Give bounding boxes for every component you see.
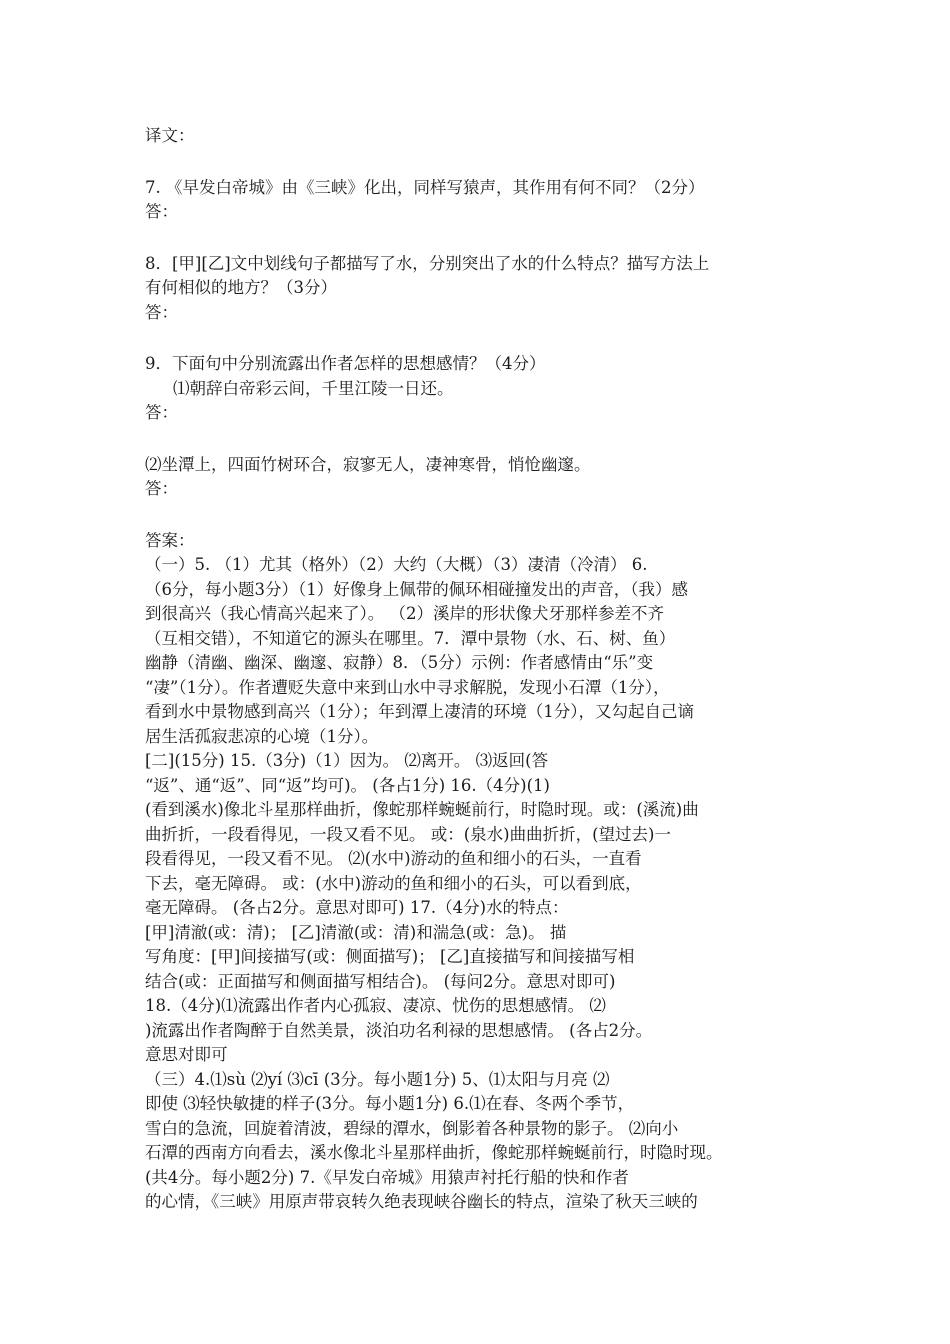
translation-label: 译文： — [145, 126, 195, 145]
answer-line: 看到水中景物感到高兴（1分）；年到潭上凄清的环境（1分），又勾起自己谪 — [145, 702, 694, 721]
answer-line: 18.（4分)⑴流露出作者内心孤寂、凄凉、忧伤的思想感情。 ⑵ — [145, 996, 606, 1015]
answer-line: 雪白的急流，回旋着清波，碧绿的潭水，倒影着各种景物的影子。 ⑵向小 — [145, 1118, 679, 1138]
question-9-answer-label-2: 答： — [145, 479, 178, 498]
answer-line: （一）5. （1）尤其（格外）（2）大约（大概）（3）凄清（冷清） 6. — [145, 555, 648, 574]
answer-line: [甲]清澈(或：清)； [乙]清澈(或：清)和湍急(或：急)。 描 — [145, 922, 567, 942]
answer-line: 结合(或：正面描写和侧面描写相结合)。 (每问2分。意思对即可) — [145, 971, 616, 991]
answer-line: 石潭的西南方向看去，溪水像北斗星那样曲折，像蛇那样蜿蜒前行，时隐时现。 — [145, 1143, 723, 1162]
answer-line: （互相交错），不知道它的源头在哪里。7．潭中景物（水、石、树、鱼） — [145, 628, 676, 648]
question-9-item-1: ⑴朝辞白帝彩云间，千里江陵一日还。 — [173, 378, 454, 398]
answer-line: 居生活孤寂悲凉的心境（1分）。 — [145, 726, 379, 746]
answer-line: 的心情，《三峡》用原声带哀转久绝表现峡谷幽长的特点，渲染了秋天三峡的 — [145, 1192, 698, 1211]
question-7-answer-label: 答： — [145, 202, 178, 221]
answer-line: [二](15分) 15.（3分)（1）因为。 ⑵离开。 ⑶返回(答 — [145, 751, 549, 770]
answer-line: 段看得见，一段又看不见。 ⑵(水中)游动的鱼和细小的石头，一直看 — [145, 849, 642, 868]
question-9-item-2: ⑵坐潭上，四面竹树环合，寂寥无人，凄神寒骨，悄怆幽邃。 — [145, 454, 591, 474]
question-9: 9．下面句中分别流露出作者怎样的思想感情？（4分） — [145, 354, 546, 373]
question-7: 7. 《早发白帝城》由《三峡》化出，同样写猿声，其作用有何不同？（2分） — [145, 177, 705, 197]
answer-line: 即使 ⑶轻快敏捷的样子(3分。每小题1分) 6.⑴在春、冬两个季节， — [145, 1094, 635, 1113]
answers-heading: 答案： — [145, 530, 195, 550]
answer-line: （6分，每小题3分）（1）好像身上佩带的佩环相碰撞发出的声音，（我）感 — [145, 579, 688, 599]
answer-line: “凄”（1分）。作者遭贬失意中来到山水中寻求解脱，发现小石潭（1分）， — [145, 677, 670, 697]
question-8-line-2: 有何相似的地方？（3分） — [145, 278, 337, 297]
answer-line: (共4分。每小题2分) 7.《早发白帝城》用猿声衬托行船的快和作者 — [145, 1167, 629, 1187]
answer-line: )流露出作者陶醉于自然美景，淡泊功名利禄的思想感情。 (各占2分。 — [145, 1020, 653, 1040]
answer-line: (看到溪水)像北斗星那样曲折，像蛇那样蜿蜒前行，时隐时现。或：(溪流)曲 — [145, 800, 699, 819]
answer-line: （三）4.⑴sù ⑵yí ⑶cī (3分。每小题1分) 5、⑴太阳与月亮 ⑵ — [145, 1069, 610, 1089]
answer-line: 写角度：[甲]间接描写(或：侧面描写)； [乙]直接描写和间接描写相 — [145, 947, 635, 966]
answer-line: 意思对即可 — [145, 1045, 228, 1064]
answer-line: 下去，毫无障碍。 或：(水中)游动的鱼和细小的石头，可以看到底， — [145, 873, 642, 893]
answer-line: 幽静（清幽、幽深、幽邃、寂静）8．（5分）示例：作者感情由“乐”变 — [145, 653, 654, 672]
question-8-line-1: 8．[甲][乙]文中划线句子都描写了水，分别突出了水的什么特点？描写方法上 — [145, 253, 710, 273]
answer-line: 曲折折，一段看得见，一段又看不见。 或：(泉水)曲曲折折，(望过去)一 — [145, 824, 671, 844]
answer-line: 毫无障碍。 (各占2分。意思对即可) 17.（4分)水的特点： — [145, 898, 569, 917]
question-8-answer-label: 答： — [145, 302, 178, 322]
question-9-answer-label-1: 答： — [145, 403, 178, 422]
answer-line: “返”、通“返”、同“返”均可)。 (各占1分) 16.（4分)(1) — [145, 775, 550, 795]
answer-line: 到很高兴（我心情高兴起来了）。 （2）溪岸的形状像犬牙那样参差不齐 — [145, 604, 664, 623]
